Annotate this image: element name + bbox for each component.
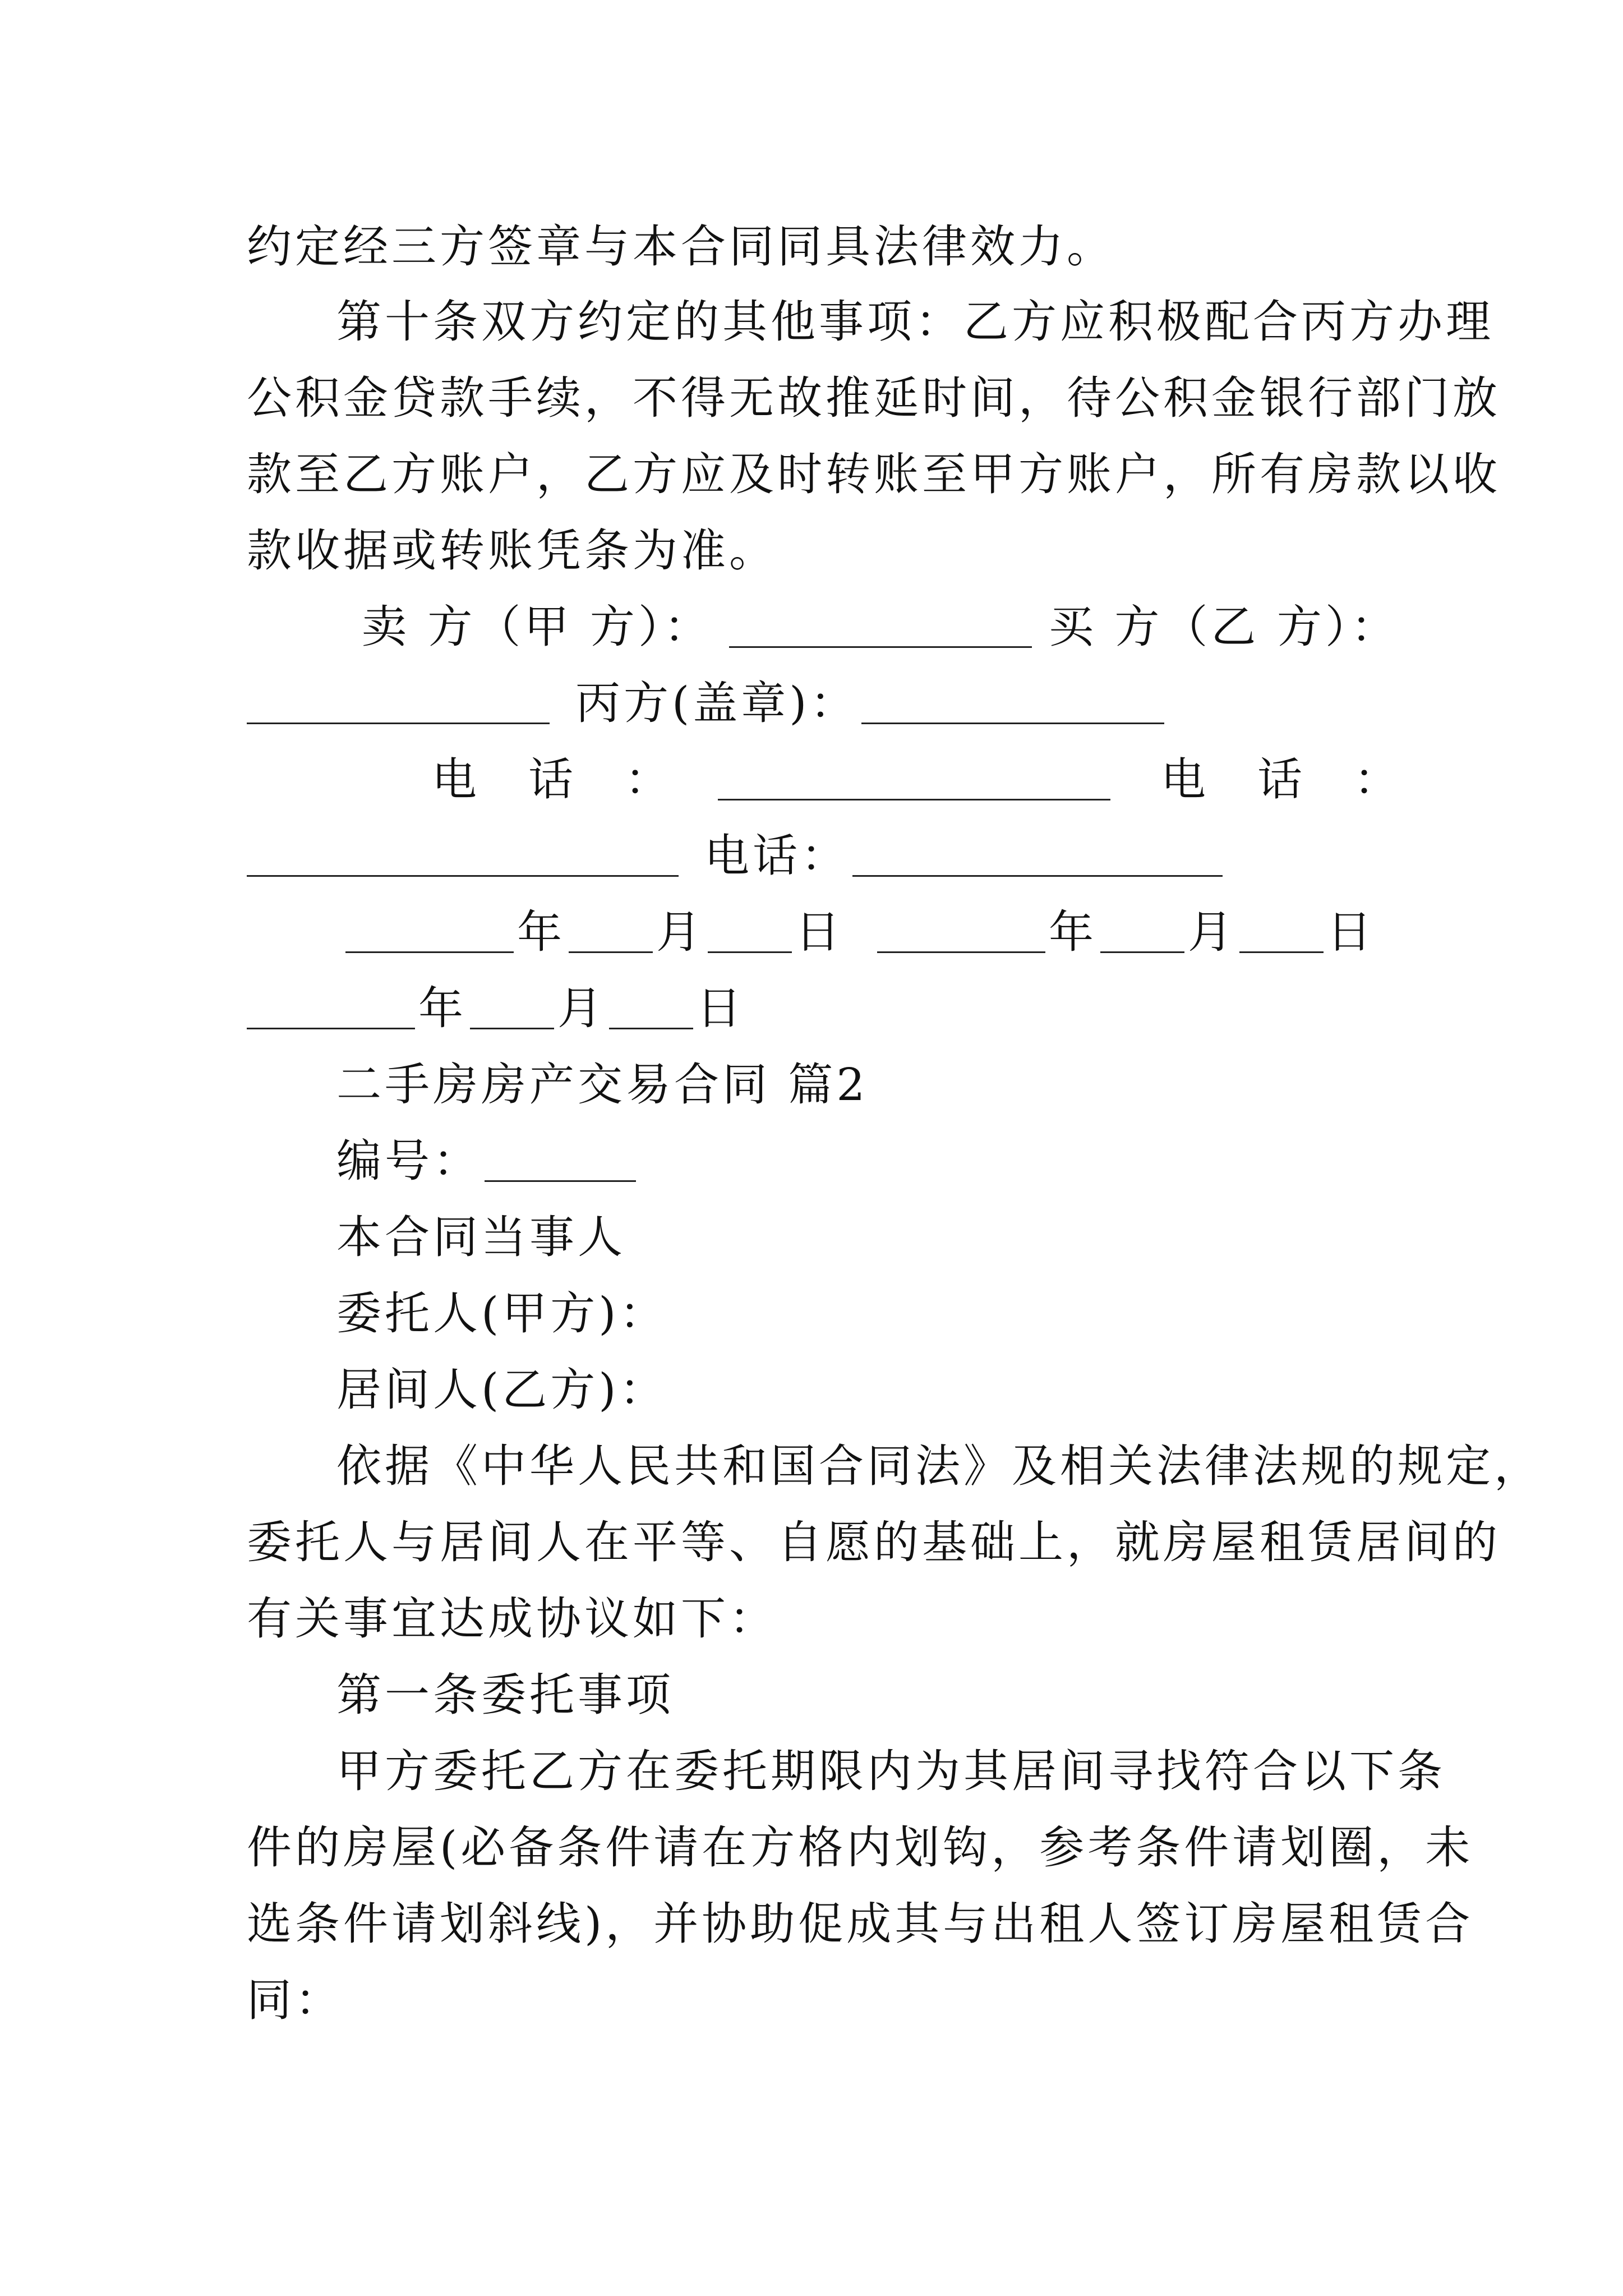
seller-phone-label: 电 话 ：: [432, 753, 673, 806]
year-label: 年: [517, 906, 565, 958]
seller-label: 卖 方（甲 方）：: [362, 601, 712, 653]
party-c-phone-label: 电话：: [704, 830, 849, 882]
phone-line: [247, 742, 1402, 818]
buyer-blank[interactable]: [247, 683, 550, 724]
month-label: 月: [1188, 906, 1236, 958]
buyer-party-c-line: [247, 665, 1385, 742]
number-label: 编号：: [336, 1135, 481, 1187]
paragraph-line: 依据《中华人民共和国合同法》及相关法律法规的规定，: [336, 1440, 1542, 1492]
buyer-phone-label: 电 话 ：: [1161, 753, 1402, 806]
seller-buyer-line: [247, 589, 1399, 665]
day-blank[interactable]: [609, 988, 693, 1029]
paragraph-line: 同：: [247, 1974, 343, 2026]
month-blank[interactable]: [1100, 912, 1184, 953]
seller-phone-blank[interactable]: [718, 760, 1110, 800]
year-label: 年: [1049, 906, 1097, 958]
party-c-blank[interactable]: [861, 683, 1164, 724]
paragraph-line: 选条件请划斜线)，并协助促成其与出租人签订房屋租赁合: [247, 1898, 1474, 1950]
seller-blank[interactable]: [729, 607, 1032, 648]
text-line: 约定经三方签章与本合同同具法律效力。: [247, 220, 1115, 273]
party-c-phone-blank[interactable]: [852, 836, 1223, 877]
month-label: 月: [557, 982, 606, 1034]
party-c-label: 丙方(盖章)：: [575, 677, 859, 729]
year-label: 年: [418, 982, 467, 1034]
parties-heading: 本合同当事人: [336, 1211, 626, 1263]
article-10-line: 第十条双方约定的其他事项：乙方应积极配合丙方办理: [336, 296, 1494, 348]
number-blank[interactable]: [485, 1141, 636, 1182]
year-blank[interactable]: [247, 988, 415, 1029]
date-line: [247, 894, 1385, 970]
paragraph-line: 委托人与居间人在平等、自愿的基础上，就房屋租赁居间的: [247, 1516, 1501, 1568]
date-line-2: [247, 970, 1385, 1047]
paragraph-line: 有关事宜达成协议如下：: [247, 1593, 777, 1645]
broker-label: 居间人(乙方)：: [336, 1364, 668, 1416]
day-blank[interactable]: [1239, 912, 1324, 953]
phone-line-2: [247, 818, 1385, 894]
principal-label: 委托人(甲方)：: [336, 1287, 668, 1340]
section-title: 二手房房产交易合同 篇2: [336, 1059, 869, 1111]
buyer-label: 买 方（乙 方）：: [1049, 601, 1399, 653]
month-label: 月: [656, 906, 704, 958]
day-label: 日: [1327, 906, 1375, 958]
day-blank[interactable]: [708, 912, 792, 953]
day-label: 日: [795, 906, 843, 958]
text-line: 公积金贷款手续，不得无故推延时间，待公积金银行部门放: [247, 372, 1501, 424]
day-label: 日: [697, 982, 745, 1034]
month-blank[interactable]: [569, 912, 653, 953]
text-line: 款收据或转账凭条为准。: [247, 524, 777, 577]
year-blank[interactable]: [345, 912, 514, 953]
paragraph-line: 甲方委托乙方在委托期限内为其居间寻找符合以下条: [336, 1745, 1446, 1797]
buyer-phone-blank[interactable]: [247, 836, 679, 877]
month-blank[interactable]: [470, 988, 554, 1029]
paragraph-line: 件的房屋(必备条件请在方格内划钩，参考条件请划圈，未: [247, 1821, 1474, 1874]
number-line: [336, 1123, 1385, 1199]
year-blank[interactable]: [877, 912, 1045, 953]
article-1-heading: 第一条委托事项: [336, 1669, 674, 1721]
text-line: 款至乙方账户，乙方应及时转账至甲方账户，所有房款以收: [247, 448, 1501, 500]
